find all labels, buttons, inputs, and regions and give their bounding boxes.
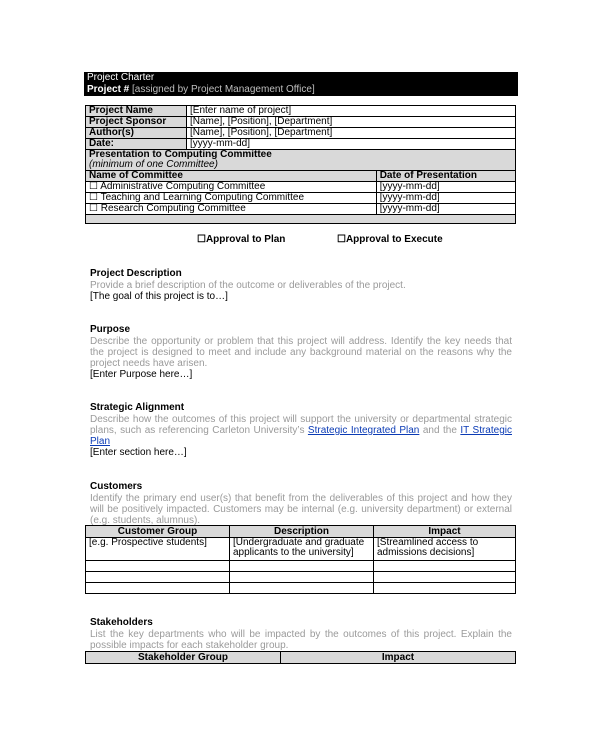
- column-header: Impact: [374, 526, 516, 538]
- customers-section: [90, 481, 512, 526]
- authors-label: Author(s): [86, 128, 187, 139]
- project-name-label: Project Name: [86, 106, 187, 117]
- table-cell[interactable]: [Undergraduate and graduate applicants to the university]: [230, 538, 374, 561]
- section-heading: Purpose: [90, 324, 131, 335]
- table-cell[interactable]: [230, 561, 374, 572]
- committee-checkbox-research[interactable]: ☐ Research Computing Committee: [86, 204, 377, 215]
- section-heading: Stakeholders: [90, 617, 153, 628]
- committee-row: [86, 193, 516, 204]
- table-cell[interactable]: [Streamlined access to admissions decisions]: [374, 538, 516, 561]
- committee-row: [86, 204, 516, 215]
- presentation-title: Presentation to Computing Committee: [89, 149, 272, 160]
- project-number-value: [assigned by Project Management Office]: [129, 84, 315, 95]
- committee-name-header: Name of Committee: [86, 171, 377, 182]
- date-value[interactable]: [yyyy-mm-dd]: [187, 139, 516, 150]
- committee-date[interactable]: [yyyy-mm-dd]: [376, 182, 515, 193]
- stakeholders-table: [85, 651, 516, 664]
- section-instructions: Identify the primary end user(s) that benefit from the deliverables of this project and how they will be positively impacted. Customers may be internal (e.g. university department) or external (e.g. students, alumnus).: [90, 493, 512, 526]
- committee-row: [86, 182, 516, 193]
- project-number-label: Project #: [87, 84, 130, 95]
- project-sponsor-value[interactable]: [Name], [Position], [Department]: [187, 117, 516, 128]
- table-cell[interactable]: [86, 561, 230, 572]
- table-cell[interactable]: [230, 572, 374, 583]
- project-name-value[interactable]: [Enter name of project]: [187, 106, 516, 117]
- customers-table: [85, 525, 516, 594]
- section-instructions: Describe the opportunity or problem that this project will address. Identify the key needs that the project is designed to meet and include any background material on the reasons why the project needs have arisen.: [90, 336, 512, 369]
- approval-to-plan-checkbox[interactable]: ☐Approval to Plan: [197, 234, 286, 245]
- authors-value[interactable]: [Name], [Position], [Department]: [187, 128, 516, 139]
- stakeholders-section: [90, 617, 512, 651]
- section-instructions: Provide a brief description of the outcome or deliverables of the project.: [90, 280, 406, 291]
- table-cell[interactable]: [e.g. Prospective students]: [86, 538, 230, 561]
- table-row: [86, 572, 516, 583]
- purpose-section: [90, 324, 512, 380]
- section-heading: Project Description: [90, 268, 182, 279]
- project-info-table: [85, 105, 516, 224]
- strategic-integrated-plan-link[interactable]: Strategic Integrated Plan: [307, 425, 420, 436]
- column-header: Description: [230, 526, 374, 538]
- section-entry[interactable]: [The goal of this project is to…]: [90, 291, 228, 302]
- table-cell[interactable]: [374, 583, 516, 594]
- committee-checkbox-teaching[interactable]: ☐ Teaching and Learning Computing Committee: [86, 193, 377, 204]
- presentation-note: (minimum of one Committee): [89, 159, 218, 170]
- table-cell[interactable]: [86, 583, 230, 594]
- section-instructions: Describe how the outcomes of this project will support the university or departmental strategic plans, such as referencing Carleton University’s Strategic Integrated Plan and the IT Strategic Plan: [90, 414, 512, 447]
- approval-to-execute-checkbox[interactable]: ☐Approval to Execute: [337, 234, 443, 245]
- charter-header: [84, 72, 518, 96]
- committee-date[interactable]: [yyyy-mm-dd]: [376, 193, 515, 204]
- table-cell[interactable]: [230, 583, 374, 594]
- table-row: [86, 583, 516, 594]
- section-instructions: List the key departments who will be impacted by the outcomes of this project. Explain the possible impacts for each stakeholder group.: [90, 629, 512, 651]
- table-cell[interactable]: [374, 561, 516, 572]
- committee-date[interactable]: [yyyy-mm-dd]: [376, 204, 515, 215]
- table-spacer: [86, 215, 516, 224]
- project-sponsor-label: Project Sponsor: [86, 117, 187, 128]
- table-row: [86, 561, 516, 572]
- project-description-section: [90, 268, 512, 302]
- table-cell[interactable]: [374, 572, 516, 583]
- table-row: [86, 538, 516, 561]
- charter-title: Project Charter: [87, 72, 155, 83]
- section-heading: Customers: [90, 481, 143, 492]
- strategic-alignment-section: [90, 402, 512, 458]
- table-cell[interactable]: [86, 572, 230, 583]
- column-header: Impact: [281, 652, 516, 664]
- section-entry[interactable]: [Enter Purpose here…]: [90, 369, 193, 380]
- column-header: Stakeholder Group: [86, 652, 281, 664]
- committee-date-header: Date of Presentation: [376, 171, 515, 182]
- committee-checkbox-admin[interactable]: ☐ Administrative Computing Committee: [86, 182, 377, 193]
- date-label: Date:: [86, 139, 187, 150]
- column-header: Customer Group: [86, 526, 230, 538]
- section-heading: Strategic Alignment: [90, 402, 185, 413]
- it-strategic-plan-link[interactable]: IT Strategic Plan: [90, 425, 512, 447]
- section-entry[interactable]: [Enter section here…]: [90, 447, 187, 458]
